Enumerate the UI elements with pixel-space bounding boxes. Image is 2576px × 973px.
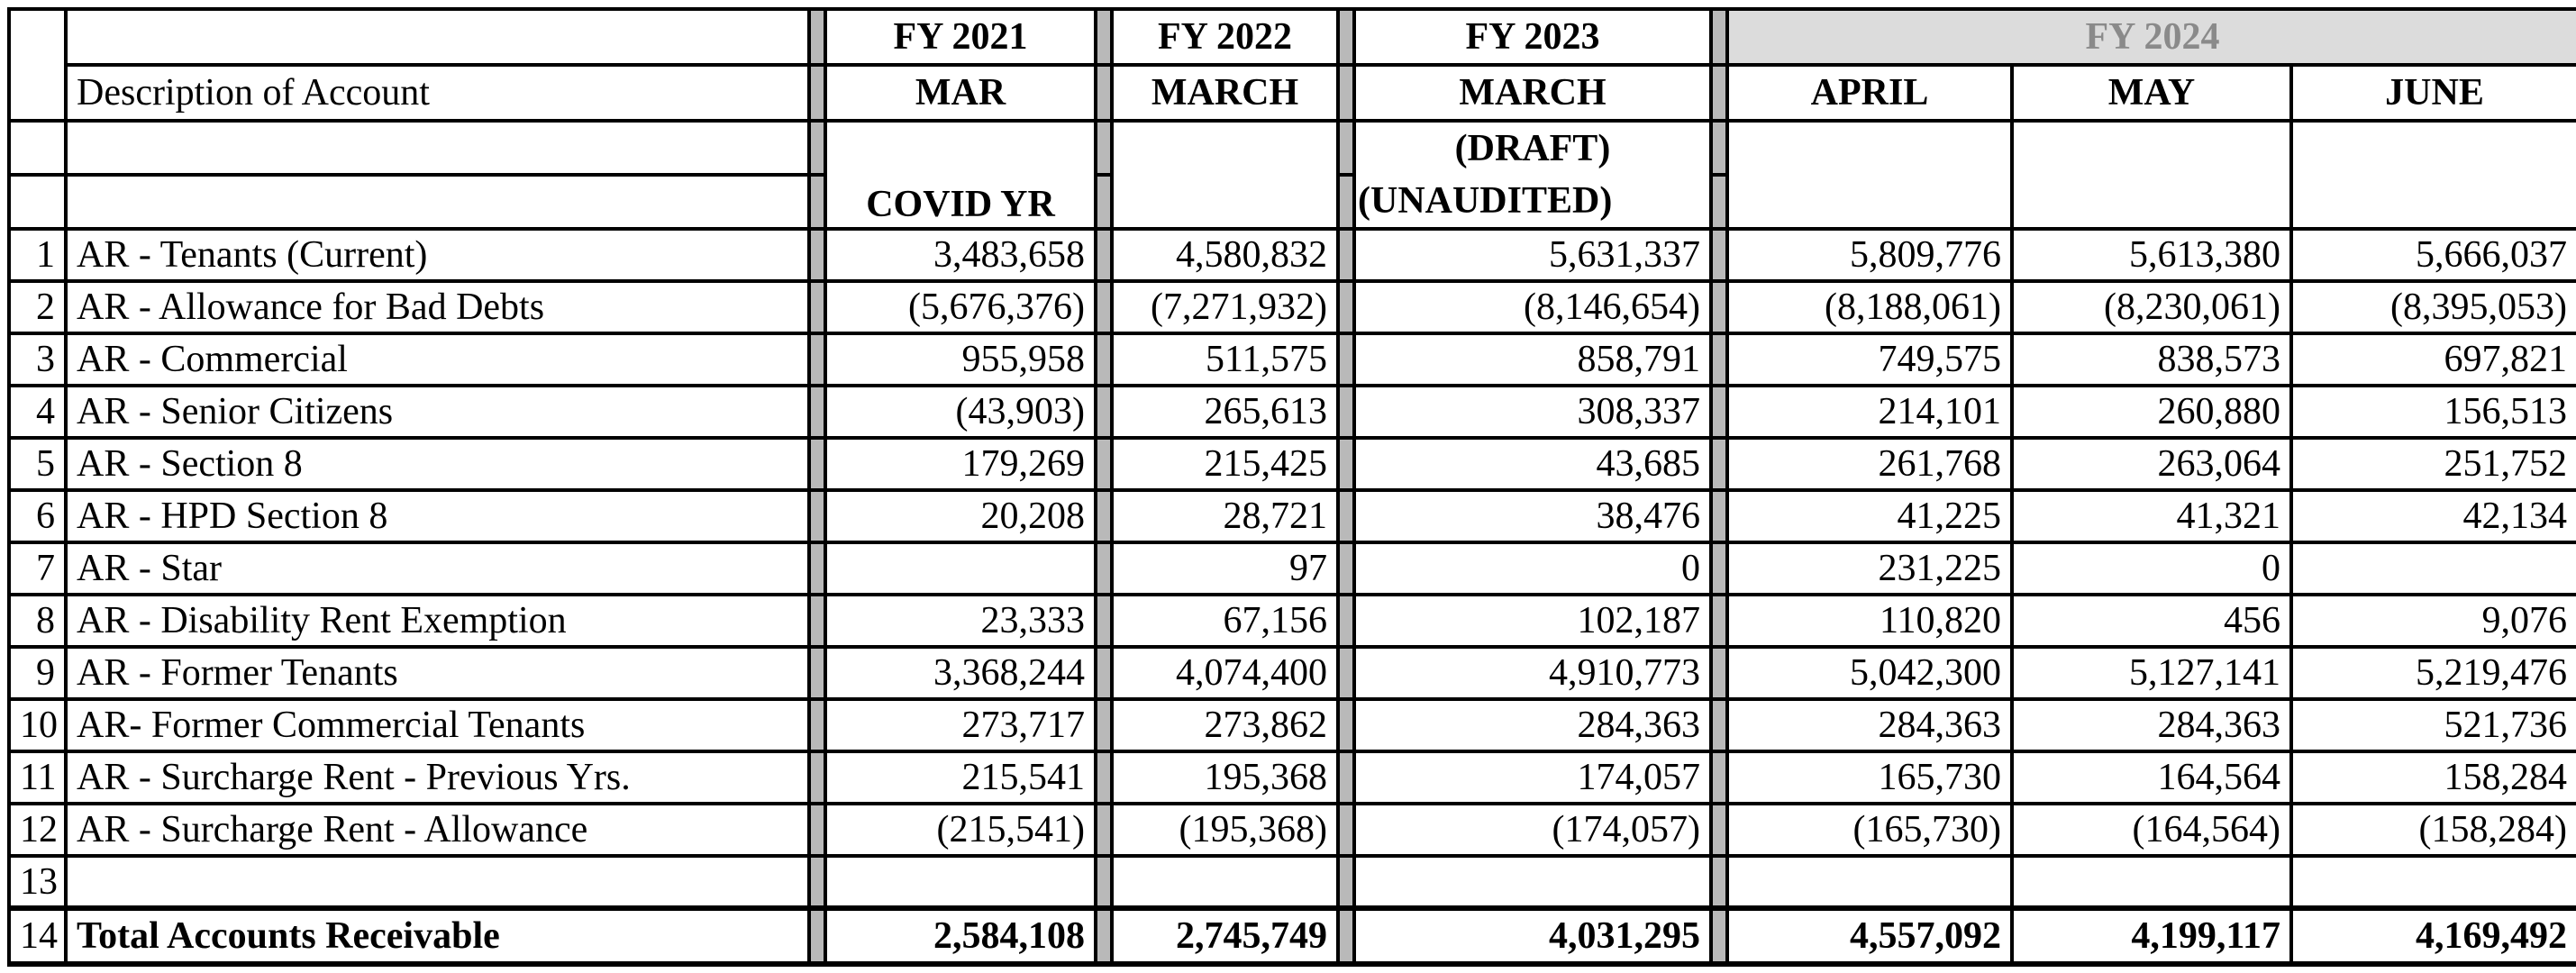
column-separator	[1338, 281, 1354, 333]
header-row-months	[9, 65, 2576, 121]
column-separator	[809, 9, 825, 65]
column-separator	[1711, 175, 1727, 229]
header-fy2023-month: MARCH	[1354, 65, 1711, 121]
header-row-notes-1	[9, 121, 2576, 175]
header-blank	[66, 121, 809, 175]
value-fy2023-march: 5,631,337	[1354, 229, 1711, 281]
column-separator	[809, 281, 825, 333]
column-separator	[1096, 751, 1112, 804]
column-separator	[1338, 542, 1354, 595]
value-fy2022-march: 2,745,749	[1112, 908, 1338, 964]
value-fy2022-march: 511,575	[1112, 333, 1338, 386]
column-separator	[1711, 804, 1727, 856]
value-fy2022-march: 195,368	[1112, 751, 1338, 804]
value-fy2024-may: 5,613,380	[2012, 229, 2291, 281]
column-separator	[809, 804, 825, 856]
value-fy2024-june	[2291, 856, 2576, 908]
account-description: AR - Section 8	[66, 438, 809, 490]
account-description: AR - Commercial	[66, 333, 809, 386]
column-separator	[1711, 9, 1727, 65]
header-fy2023-draft: (DRAFT)	[1354, 121, 1711, 175]
column-separator	[1711, 751, 1727, 804]
column-separator	[1096, 386, 1112, 438]
value-fy2022-march	[1112, 856, 1338, 908]
column-separator	[1711, 65, 1727, 121]
row-number: 13	[9, 856, 66, 908]
row-number: 11	[9, 751, 66, 804]
row-number: 9	[9, 647, 66, 699]
value-fy2021-mar: 23,333	[825, 595, 1096, 647]
total-row	[9, 908, 2576, 964]
column-separator	[1711, 595, 1727, 647]
value-fy2024-june: 158,284	[2291, 751, 2576, 804]
value-fy2024-june: 156,513	[2291, 386, 2576, 438]
table-row	[9, 333, 2576, 386]
table-row	[9, 856, 2576, 908]
value-fy2023-march: 4,910,773	[1354, 647, 1711, 699]
row-number: 3	[9, 333, 66, 386]
column-separator	[809, 386, 825, 438]
value-fy2021-mar: 3,368,244	[825, 647, 1096, 699]
header-fy2023-unaudited: (UNAUDITED)	[1354, 175, 1711, 229]
value-fy2023-march: 4,031,295	[1354, 908, 1711, 964]
header-blank	[2012, 121, 2291, 229]
value-fy2024-june: 5,219,476	[2291, 647, 2576, 699]
value-fy2024-april: (8,188,061)	[1727, 281, 2012, 333]
value-fy2021-mar	[825, 856, 1096, 908]
value-fy2022-march: 4,074,400	[1112, 647, 1338, 699]
account-description: AR - Surcharge Rent - Previous Yrs.	[66, 751, 809, 804]
column-separator	[1711, 699, 1727, 751]
value-fy2023-march: (174,057)	[1354, 804, 1711, 856]
value-fy2022-march: (195,368)	[1112, 804, 1338, 856]
header-blank	[66, 9, 809, 65]
column-separator	[1338, 804, 1354, 856]
header-june: JUNE	[2291, 65, 2576, 121]
account-description: AR - Disability Rent Exemption	[66, 595, 809, 647]
column-separator	[809, 542, 825, 595]
value-fy2024-april: 231,225	[1727, 542, 2012, 595]
value-fy2023-march	[1354, 856, 1711, 908]
value-fy2023-march: 284,363	[1354, 699, 1711, 751]
row-number: 14	[9, 908, 66, 964]
header-blank	[2291, 121, 2576, 229]
value-fy2023-march: 858,791	[1354, 333, 1711, 386]
value-fy2024-april: 284,363	[1727, 699, 2012, 751]
table-row	[9, 281, 2576, 333]
value-fy2024-may: 456	[2012, 595, 2291, 647]
value-fy2024-june: 521,736	[2291, 699, 2576, 751]
header-fy2023: FY 2023	[1354, 9, 1711, 65]
column-separator	[1711, 908, 1727, 964]
column-separator	[809, 699, 825, 751]
header-fy2021-note: COVID YR	[866, 184, 1055, 225]
account-description	[66, 856, 809, 908]
column-separator	[1338, 175, 1354, 229]
column-separator	[1711, 386, 1727, 438]
column-separator	[1338, 121, 1354, 175]
value-fy2021-mar: (5,676,376)	[825, 281, 1096, 333]
account-description: AR- Former Commercial Tenants	[66, 699, 809, 751]
column-separator	[1711, 438, 1727, 490]
value-fy2024-april: 110,820	[1727, 595, 2012, 647]
value-fy2024-june	[2291, 542, 2576, 595]
header-blank	[1112, 121, 1338, 229]
value-fy2023-march: 308,337	[1354, 386, 1711, 438]
column-separator	[1338, 386, 1354, 438]
value-fy2023-march: 174,057	[1354, 751, 1711, 804]
column-separator	[809, 647, 825, 699]
value-fy2022-march: 265,613	[1112, 386, 1338, 438]
account-description: AR - Star	[66, 542, 809, 595]
column-separator	[809, 333, 825, 386]
row-number: 12	[9, 804, 66, 856]
column-separator	[809, 438, 825, 490]
account-description: AR - Tenants (Current)	[66, 229, 809, 281]
header-fy2021: FY 2021	[825, 9, 1096, 65]
header-description: Description of Account	[66, 65, 809, 121]
header-april: APRIL	[1727, 65, 2012, 121]
value-fy2024-april: 5,042,300	[1727, 647, 2012, 699]
column-separator	[1338, 751, 1354, 804]
value-fy2021-mar: (43,903)	[825, 386, 1096, 438]
row-number: 7	[9, 542, 66, 595]
value-fy2023-march: 43,685	[1354, 438, 1711, 490]
header-blank	[1727, 121, 2012, 229]
account-description: AR - Senior Citizens	[66, 386, 809, 438]
column-separator	[1338, 490, 1354, 542]
column-separator	[1711, 333, 1727, 386]
value-fy2021-mar: 20,208	[825, 490, 1096, 542]
value-fy2024-april: 41,225	[1727, 490, 2012, 542]
value-fy2024-april	[1727, 856, 2012, 908]
table-row	[9, 386, 2576, 438]
value-fy2024-june: 42,134	[2291, 490, 2576, 542]
header-blank	[9, 9, 66, 121]
column-separator	[1096, 804, 1112, 856]
column-separator	[1711, 647, 1727, 699]
column-separator	[1711, 121, 1727, 175]
value-fy2022-march: 97	[1112, 542, 1338, 595]
value-fy2024-april: 749,575	[1727, 333, 2012, 386]
value-fy2024-june: (158,284)	[2291, 804, 2576, 856]
table-row	[9, 751, 2576, 804]
column-separator	[809, 175, 825, 229]
table-row	[9, 647, 2576, 699]
value-fy2022-march: 215,425	[1112, 438, 1338, 490]
value-fy2022-march: (7,271,932)	[1112, 281, 1338, 333]
account-description: AR - Former Tenants	[66, 647, 809, 699]
column-separator	[1096, 121, 1112, 175]
value-fy2024-may: 4,199,117	[2012, 908, 2291, 964]
accounts-receivable-table	[7, 7, 2576, 967]
header-fy2022-month: MARCH	[1112, 65, 1338, 121]
column-separator	[1338, 595, 1354, 647]
value-fy2023-march: 38,476	[1354, 490, 1711, 542]
row-number: 5	[9, 438, 66, 490]
account-description: AR - Surcharge Rent - Allowance	[66, 804, 809, 856]
header-fy2021-month: MAR	[825, 65, 1096, 121]
value-fy2023-march: 102,187	[1354, 595, 1711, 647]
row-number: 8	[9, 595, 66, 647]
value-fy2024-may: 284,363	[2012, 699, 2291, 751]
column-separator	[1338, 333, 1354, 386]
table-row	[9, 804, 2576, 856]
column-separator	[1711, 856, 1727, 908]
header-fy2022: FY 2022	[1112, 9, 1338, 65]
row-number: 10	[9, 699, 66, 751]
value-fy2021-mar: 215,541	[825, 751, 1096, 804]
value-fy2024-may: 41,321	[2012, 490, 2291, 542]
column-separator	[1338, 856, 1354, 908]
column-separator	[809, 65, 825, 121]
value-fy2021-mar: 955,958	[825, 333, 1096, 386]
value-fy2024-june: 251,752	[2291, 438, 2576, 490]
column-separator	[1096, 856, 1112, 908]
column-separator	[1338, 229, 1354, 281]
value-fy2024-may: 260,880	[2012, 386, 2291, 438]
column-separator	[1096, 542, 1112, 595]
account-description: Total Accounts Receivable	[66, 908, 809, 964]
table-row	[9, 490, 2576, 542]
value-fy2021-mar: 3,483,658	[825, 229, 1096, 281]
value-fy2021-mar: 179,269	[825, 438, 1096, 490]
value-fy2022-march: 28,721	[1112, 490, 1338, 542]
table-row	[9, 229, 2576, 281]
header-fy2024: FY 2024	[1727, 9, 2576, 65]
column-separator	[1096, 333, 1112, 386]
column-separator	[1096, 699, 1112, 751]
value-fy2024-april: 214,101	[1727, 386, 2012, 438]
value-fy2021-mar: 2,584,108	[825, 908, 1096, 964]
value-fy2024-april: 261,768	[1727, 438, 2012, 490]
header-may: MAY	[2012, 65, 2291, 121]
value-fy2024-may: 164,564	[2012, 751, 2291, 804]
value-fy2024-may: (8,230,061)	[2012, 281, 2291, 333]
value-fy2024-april: 5,809,776	[1727, 229, 2012, 281]
header-row-years	[9, 9, 2576, 65]
value-fy2022-march: 67,156	[1112, 595, 1338, 647]
table-row	[9, 542, 2576, 595]
column-separator	[1711, 542, 1727, 595]
column-separator	[1338, 9, 1354, 65]
row-number: 6	[9, 490, 66, 542]
row-number: 1	[9, 229, 66, 281]
value-fy2024-may: (164,564)	[2012, 804, 2291, 856]
value-fy2024-may: 838,573	[2012, 333, 2291, 386]
column-separator	[1338, 647, 1354, 699]
value-fy2024-june: 5,666,037	[2291, 229, 2576, 281]
value-fy2021-mar: 273,717	[825, 699, 1096, 751]
value-fy2022-march: 273,862	[1112, 699, 1338, 751]
value-fy2024-may: 5,127,141	[2012, 647, 2291, 699]
value-fy2021-mar	[825, 542, 1096, 595]
row-number: 4	[9, 386, 66, 438]
value-fy2024-june: 4,169,492	[2291, 908, 2576, 964]
column-separator	[809, 121, 825, 175]
value-fy2021-mar: (215,541)	[825, 804, 1096, 856]
column-separator	[1096, 490, 1112, 542]
column-separator	[1096, 908, 1112, 964]
column-separator	[1096, 595, 1112, 647]
column-separator	[1338, 699, 1354, 751]
column-separator	[1338, 438, 1354, 490]
value-fy2024-april: (165,730)	[1727, 804, 2012, 856]
value-fy2024-may: 263,064	[2012, 438, 2291, 490]
column-separator	[1338, 908, 1354, 964]
table-row	[9, 699, 2576, 751]
column-separator	[1096, 175, 1112, 229]
column-separator	[1096, 9, 1112, 65]
column-separator	[809, 856, 825, 908]
column-separator	[809, 751, 825, 804]
value-fy2024-may: 0	[2012, 542, 2291, 595]
column-separator	[1338, 65, 1354, 121]
account-description: AR - Allowance for Bad Debts	[66, 281, 809, 333]
column-separator	[809, 908, 825, 964]
value-fy2022-march: 4,580,832	[1112, 229, 1338, 281]
table-row	[9, 438, 2576, 490]
value-fy2023-march: 0	[1354, 542, 1711, 595]
column-separator	[1096, 438, 1112, 490]
value-fy2024-april: 4,557,092	[1727, 908, 2012, 964]
value-fy2024-may	[2012, 856, 2291, 908]
column-separator	[809, 595, 825, 647]
value-fy2024-june: 9,076	[2291, 595, 2576, 647]
value-fy2024-june: (8,395,053)	[2291, 281, 2576, 333]
table-row	[9, 595, 2576, 647]
column-separator	[1711, 281, 1727, 333]
column-separator	[1711, 229, 1727, 281]
value-fy2024-june: 697,821	[2291, 333, 2576, 386]
column-separator	[1096, 647, 1112, 699]
header-blank	[825, 121, 1096, 229]
account-description: AR - HPD Section 8	[66, 490, 809, 542]
column-separator	[1096, 65, 1112, 121]
value-fy2023-march: (8,146,654)	[1354, 281, 1711, 333]
column-separator	[809, 229, 825, 281]
header-blank	[9, 121, 66, 175]
header-blank	[9, 175, 66, 229]
column-separator	[1096, 281, 1112, 333]
row-number: 2	[9, 281, 66, 333]
column-separator	[1096, 229, 1112, 281]
header-blank	[66, 175, 809, 229]
column-separator	[809, 490, 825, 542]
value-fy2024-april: 165,730	[1727, 751, 2012, 804]
column-separator	[1711, 490, 1727, 542]
